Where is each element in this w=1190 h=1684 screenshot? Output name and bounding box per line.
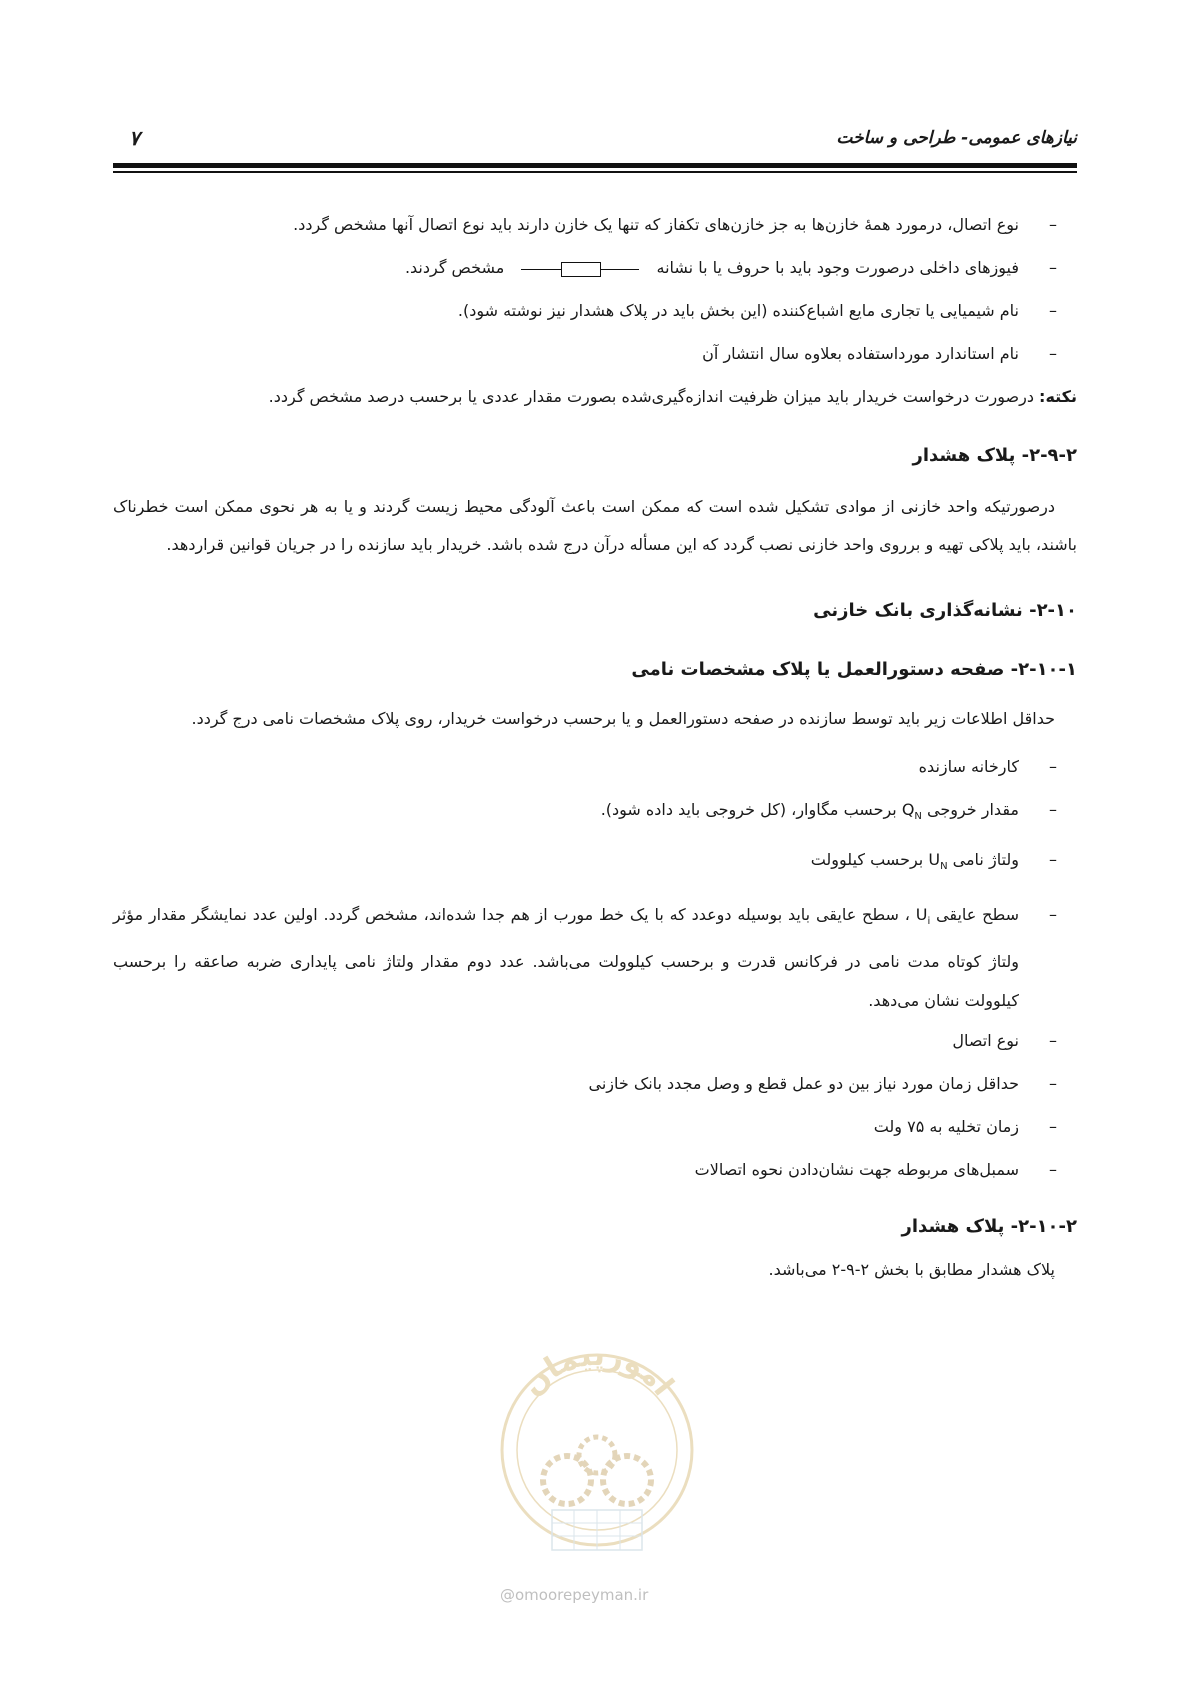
list-dash: – <box>1049 1073 1057 1093</box>
list-item-text: سمبل‌های مربوطه جهت نشان‌دادن نحوه اتصالات <box>694 1159 1019 1179</box>
list-item-text: برحسب مگاوار، (کل خروجی باید داده شود). <box>600 800 897 819</box>
section-paragraph-2-10-2: پلاک هشدار مطابق با بخش ۲-۹-۲ می‌باشد. <box>768 1259 1055 1279</box>
symbol-un: $U_N$ <box>928 850 948 873</box>
list-item-text: فیوزهای داخلی درصورت وجود باید با حروف یا با نشانه <box>656 258 1019 277</box>
list-item-text: سطح عایقی <box>936 905 1020 925</box>
list-item-text: ، سطح عایقی باید بوسیله دوعدد که با یک خط مورب از هم جدا شده‌اند، مشخص گردد. اولین عدد نمایشگر مقدار مؤثر ولتاژ کوتاه مدت نامی در فرکانس قدرت و برحسب کیلوولت می‌باشد. عدد دوم مقدار ولتاژ نامی پایداری ضربه صاعقه را برحسب کیلوولت نشان می‌دهد. <box>113 905 1019 1010</box>
page-header <box>113 128 1077 158</box>
fuse-symbol-icon <box>521 262 639 276</box>
list-item <box>113 296 1077 325</box>
watermark-url: @omoorepeyman.ir <box>500 1586 649 1604</box>
list-item-text: مقدار خروجی <box>927 800 1019 819</box>
list-item-text: کارخانه سازنده <box>918 757 1019 776</box>
list-item <box>113 1112 1077 1141</box>
list-item-text: حداقل زمان مورد نیاز بین دو عمل قطع و وصل مجدد بانک خازنی <box>588 1073 1019 1093</box>
page-content <box>113 210 1077 1284</box>
list-item-text: نوع اتصال، درمورد همهٔ خازن‌ها به جز خازن‌های تکفاز که تنها یک خازن دارند باید نوع اتصال آنها مشخص گردد. <box>293 215 1019 234</box>
list-dash: – <box>1049 344 1057 363</box>
list-item-text: برحسب کیلوولت <box>810 850 924 870</box>
list-dash: – <box>1049 905 1057 925</box>
list-dash: – <box>1049 301 1057 320</box>
list-item <box>113 253 1077 282</box>
section-heading-2-10-2: ۲-۱۰-۲- پلاک هشدار <box>901 1215 1077 1237</box>
list-item-text: مشخص گردند. <box>404 258 505 277</box>
section-heading-2-10: ۲-۱۰- نشانه‌گذاری بانک خازنی <box>813 600 1077 621</box>
header-rule-thin <box>113 171 1077 173</box>
list-dash: – <box>1049 215 1057 234</box>
list-item <box>113 752 1077 781</box>
nameplate-bullet-list <box>113 752 1077 1184</box>
list-dash: – <box>1049 1030 1057 1050</box>
list-item <box>113 845 1077 881</box>
list-item-text: ولتاژ نامی <box>952 850 1019 870</box>
list-item <box>113 1069 1077 1098</box>
note-paragraph <box>113 382 1077 411</box>
list-item-text: نوع اتصال <box>952 1030 1019 1050</box>
list-dash: – <box>1049 850 1057 870</box>
list-item-text: نام استاندارد مورداستفاده بعلاوه سال انتشار آن <box>702 344 1019 363</box>
list-dash: – <box>1049 800 1057 819</box>
list-item-text: زمان تخلیه به ۷۵ ولت <box>873 1116 1019 1136</box>
section-heading-2-10-1: ۲-۱۰-۱- صفحه دستورالعمل یا پلاک مشخصات نامی <box>631 659 1077 680</box>
page-number: ۷ <box>129 126 140 150</box>
symbol-ui: $U_i$ <box>915 905 931 928</box>
list-item <box>113 1155 1077 1184</box>
list-dash: – <box>1049 258 1057 277</box>
list-item <box>113 339 1077 368</box>
note-text: درصورت درخواست خریدار باید میزان ظرفیت اندازه‌گیری‌شده بصورت مقدار عددی یا برحسب درصد مشخص گردد. <box>268 387 1034 406</box>
list-dash: – <box>1049 757 1057 776</box>
list-item <box>113 210 1077 239</box>
symbol-qn: $Q_N$ <box>901 800 922 823</box>
list-dash: – <box>1049 1116 1057 1136</box>
header-rule-thick <box>113 163 1077 168</box>
watermark-seal-icon <box>482 1330 712 1590</box>
note-label: نکته: <box>1039 387 1077 406</box>
list-item <box>113 1026 1077 1055</box>
list-item <box>113 795 1077 831</box>
svg-text:امورپیمان: امورپیمان <box>514 1337 681 1403</box>
top-bullet-list <box>113 210 1077 368</box>
section-heading-2-9-2: ۲-۹-۲- پلاک هشدار <box>912 445 1077 466</box>
header-title: نیازهای عمومی- طراحی و ساخت <box>836 128 1077 148</box>
list-dash: – <box>1049 1159 1057 1179</box>
section-paragraph-2-9-2: درصورتیکه واحد خازنی از موادی تشکیل شده است که ممکن است باعث آلودگی محیط زیست گردند و یا به هر نحوی ممکن است خطرناک باشند، باید پلاکی تهیه و برروی واحد خازنی نصب گردد که این مسأله درآن درج شده باشد. خریدار باید سازنده را در جریان قوانین قراردهد. <box>113 497 1077 554</box>
section-paragraph-2-10-1: حداقل اطلاعات زیر باید توسط سازنده در صفحه دستورالعمل و یا برحسب درخواست خریدار، روی پلاک مشخصات نامی درج گردد. <box>191 709 1055 728</box>
list-item <box>113 895 1077 1019</box>
list-item-text: نام شیمیایی یا تجاری مایع اشباع‌کننده (این بخش باید در پلاک هشدار نیز نوشته شود). <box>457 301 1019 320</box>
